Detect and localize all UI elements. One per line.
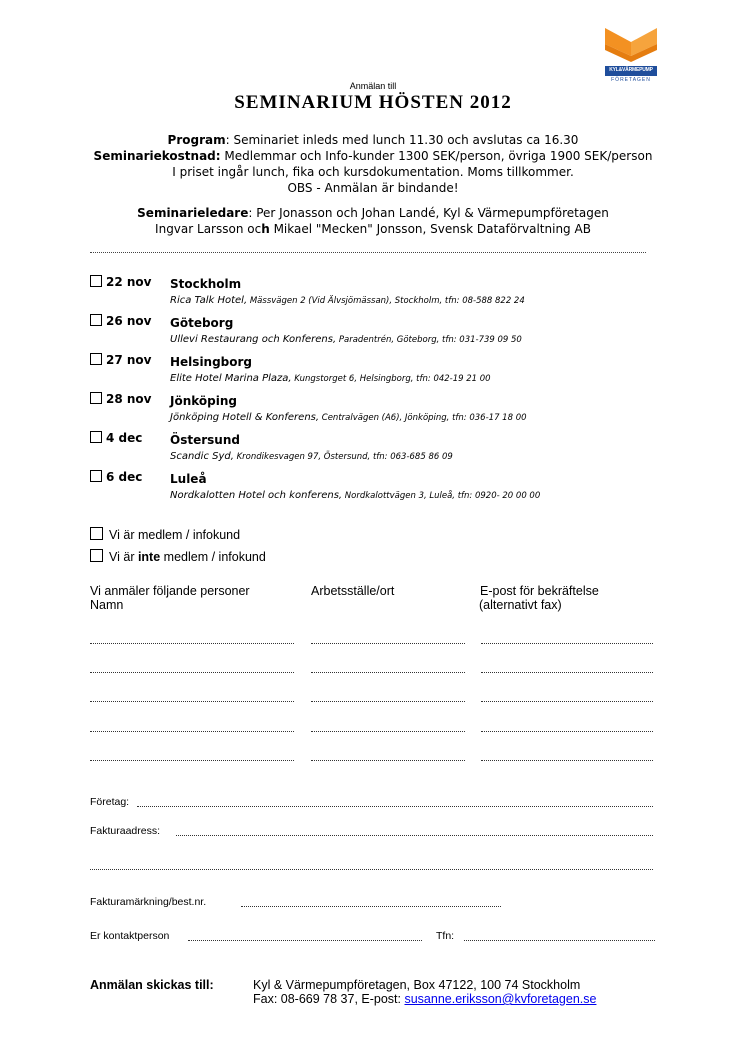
program-label: Program [167,133,226,147]
member-option [90,527,240,542]
participants-name-header [90,584,250,612]
logo-text: KYL&VÄRMEPUMP [609,67,653,73]
venue-address: Kungstorget 6, Helsingborg, tfn: 042-19 21 00 [291,374,491,384]
participant-email-field[interactable] [481,760,653,761]
venue-date: 22 nov [106,275,152,289]
participant-email-field[interactable] [481,701,653,702]
logo-chevron-icon [605,28,657,84]
venue-city: Östersund [170,433,240,447]
invoice-address-label: Fakturaadress: [90,825,161,837]
separator [90,252,646,253]
leaders-line2-a: Ingvar Larsson oc [155,222,262,236]
not-member-label-c: medlem / infokund [160,550,266,564]
venue-city: Stockholm [170,277,242,291]
invoice-reference-field[interactable] [241,906,501,907]
not-member-checkbox[interactable] [90,549,103,562]
venue-address: Centralvägen (A6), Jönköping, tfn: 036-17 18 00 [319,413,527,423]
send-to-address: Kyl & Värmepumpföretagen, Box 47122, 100 74 Stockholm [253,978,581,992]
col1-line2: Namn [90,598,124,612]
col1-line1: Vi anmäler följande personer [90,584,250,598]
venue-address: Paradentrén, Göteborg, tfn: 031-739 09 50 [336,335,522,345]
page-title: SEMINARIUM HÖSTEN 2012 [234,92,512,113]
cost-text: Medlemmar och Info-kunder 1300 SEK/person, övriga 1900 SEK/person [220,149,653,163]
participant-email-field[interactable] [481,731,653,732]
venue-address: Mässvägen 2 (Vid Älvsjömässan), Stockholm, tfn: 08-588 822 24 [247,296,525,306]
not-member-label-b: inte [137,550,161,564]
venue-date: 26 nov [106,314,152,328]
venue-date: 4 dec [106,431,143,445]
venue-checkbox[interactable] [90,275,102,287]
venue-checkbox[interactable] [90,470,102,482]
venue-hotel: Rica Talk Hotel, [170,295,248,306]
venue-row [90,353,690,393]
venue-city: Göteborg [170,316,234,330]
venue-hotel: Ullevi Restaurang och Konferens, [170,334,337,345]
send-to-label: Anmälan skickas till: [90,978,214,992]
invoice-reference-label: Fakturamärkning/best.nr. [90,896,207,908]
email-link[interactable]: susanne.eriksson@kvforetagen.se [404,992,597,1006]
company-field[interactable] [137,806,653,807]
venue-checkbox[interactable] [90,353,102,365]
company-logo [605,28,657,84]
venue-city: Helsingborg [170,355,253,369]
participant-workplace-field[interactable] [311,643,465,644]
venue-hotel: Nordkalotten Hotel och konferens, [170,490,343,501]
venue-date: 27 nov [106,353,152,367]
participant-workplace-field[interactable] [311,701,465,702]
participants-email-header [479,584,599,612]
participants-workplace-header: Arbetsställe/ort [311,584,395,598]
participant-workplace-field[interactable] [311,672,465,673]
logo-subtext: FÖRETAGEN [611,77,651,83]
col3-line2: (alternativt fax) [479,598,562,612]
venue-row [90,431,690,471]
participant-name-field[interactable] [90,672,294,673]
venue-hotel: Jönköping Hotell & Konferens, [170,412,320,423]
venue-hotel: Scandic Syd, [170,451,234,462]
venue-address: Nordkalottvägen 3, Luleå, tfn: 0920- 20 00 00 [342,491,541,501]
not-member-label-a: Vi är [109,550,138,564]
participant-name-field[interactable] [90,731,294,732]
venue-city: Jönköping [170,394,237,408]
venue-date: 6 dec [106,470,143,484]
fax-text: Fax: 08-669 78 37, E-post: [253,992,405,1006]
contact-person-label: Er kontaktperson [90,930,170,942]
cost-label: Seminariekostnad: [93,149,221,163]
venue-address: Krondikesvagen 97, Östersund, tfn: 063-685 86 09 [233,452,453,462]
venue-checkbox[interactable] [90,314,102,326]
participant-workplace-field[interactable] [311,760,465,761]
participant-name-field[interactable] [90,760,294,761]
venue-date: 28 nov [106,392,152,406]
col3-line1: E-post för bekräftelse [480,584,599,598]
leaders-line2-b: h [261,222,270,236]
participant-workplace-field[interactable] [311,731,465,732]
participant-email-field[interactable] [481,672,653,673]
invoice-address-field-2[interactable] [90,869,653,870]
venue-checkbox[interactable] [90,392,102,404]
leaders-line2-c: Mikael "Mecken" Jonsson, Svensk Dataförvaltning AB [269,222,591,236]
send-to-contact [253,992,596,1006]
cost-line [0,149,746,165]
venue-row [90,275,690,315]
venue-city: Luleå [170,472,207,486]
leaders-text: : Per Jonasson och Johan Landé, Kyl & Värmepumpföretagen [248,206,609,220]
phone-label: Tfn: [436,930,455,942]
venue-row [90,470,690,510]
program-text: : Seminariet inleds med lunch 11.30 och avslutas ca 16.30 [225,133,579,147]
invoice-address-field[interactable] [176,835,653,836]
venue-row [90,392,690,432]
company-label: Företag: [90,796,130,808]
leaders-line [0,206,746,222]
participant-email-field[interactable] [481,643,653,644]
venue-row [90,314,690,354]
member-label: Vi är medlem / infokund [109,528,241,542]
venue-checkbox[interactable] [90,431,102,443]
leaders-label: Seminarieledare [137,206,249,220]
participant-name-field[interactable] [90,643,294,644]
contact-person-field[interactable] [188,940,422,941]
program-line [0,133,746,149]
pre-title: Anmälan till [349,81,397,91]
phone-field[interactable] [464,940,655,941]
leaders-line-2 [0,222,746,238]
included-line: I priset ingår lunch, fika och kursdokumentation. Moms tillkommer. [172,165,574,179]
member-checkbox[interactable] [90,527,103,540]
venue-hotel: Elite Hotel Marina Plaza, [170,373,292,384]
participant-name-field[interactable] [90,701,294,702]
binding-line: OBS - Anmälan är bindande! [287,181,459,195]
not-member-option [90,549,266,564]
